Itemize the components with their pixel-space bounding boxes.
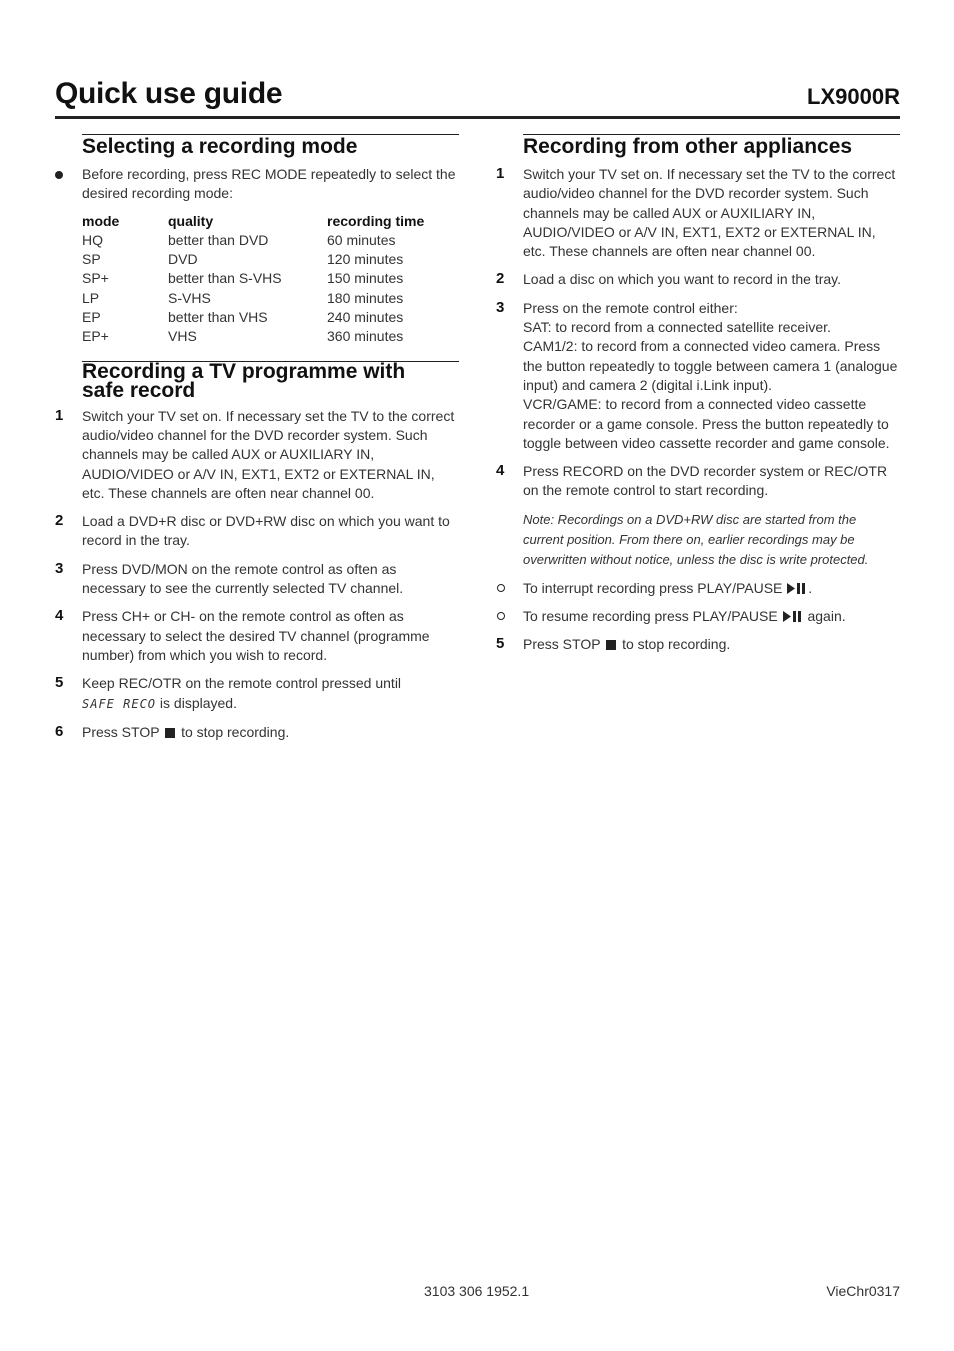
document-reference: VieChr0317 — [826, 1283, 900, 1299]
table-row — [82, 308, 457, 327]
right-column — [496, 134, 900, 655]
table-row — [82, 231, 457, 250]
step-number: 2 — [55, 512, 64, 530]
step-item: 6 Press STOP to stop recording. — [55, 722, 290, 740]
step-item: 3 Press on the remote control either: SAT: to record from a connected satellite receiver. CAM1/2: to record from a connected video camera. Press the button repeatedly to toggle between camera 1 (analogue input) and camera 2 (digital i.Link input). VCR/GAME: to record from a connected video cassette recorder or a game console. Press the button repeatedly to toggle between video cassette recorder and game console. — [496, 298, 898, 451]
play-pause-icon — [783, 611, 803, 622]
sub-bullet-item: To interrupt recording press PLAY/PAUSE . — [496, 579, 900, 598]
step-number: 4 — [55, 607, 64, 625]
stop-icon — [606, 640, 616, 650]
step-item: 2 Load a disc on which you want to record in the tray. — [496, 270, 842, 288]
step-item: 1 Switch your TV set on. If necessary set the TV to the correct audio/video channel for the DVD recorder system. Such channels may be called AUX or AUXILIARY IN, AUDIO/VIDEO or A/V IN, EXT1, EXT2 or EXTERNAL IN, etc. These channels are often near channel 00. — [55, 406, 455, 501]
table-cell: 360 minutes — [327, 328, 404, 345]
step-item: 5 Keep REC/OTR on the remote control pressed until SAFE RECO is displayed. — [55, 674, 402, 711]
table-cell: SP — [82, 251, 101, 268]
note-text: Note: Recordings on a DVD+RW disc are started from the current position. From there on, earlier recordings may be overwritten without notice, unless the disc is write protected. — [523, 511, 869, 567]
step-number: 1 — [496, 165, 505, 182]
table-cell: S-VHS — [168, 289, 211, 306]
step-item: 5 Press STOP to stop recording. — [496, 635, 731, 653]
step-item: 4 Press RECORD on the DVD recorder system or REC/OTR on the remote control to start recording. — [496, 462, 888, 499]
table-header-row — [82, 212, 457, 231]
step-number: 1 — [55, 406, 64, 424]
bullet-icon — [55, 171, 63, 179]
recording-mode-table — [82, 212, 457, 347]
table-cell: DVD — [168, 251, 198, 268]
step-number: 5 — [55, 674, 64, 692]
page-title: Quick use guide — [55, 77, 283, 110]
sub-bullet-item: To resume recording press PLAY/PAUSE again. — [496, 607, 900, 626]
document-code: 3103 306 1952.1 — [424, 1283, 530, 1299]
table-cell: 120 minutes — [327, 251, 404, 268]
stop-icon — [165, 728, 175, 738]
section-title-safe-record: Recording a TV programme with safe record — [82, 361, 459, 407]
table-row — [82, 289, 457, 308]
table-cell: 180 minutes — [327, 289, 404, 306]
display-text: SAFE RECO — [82, 696, 157, 711]
section-title-other-appliances: Recording from other appliances — [523, 134, 900, 165]
table-cell: better than DVD — [168, 231, 269, 248]
play-pause-icon — [787, 583, 807, 594]
table-cell: better than VHS — [168, 309, 268, 326]
step-item: 1 Switch your TV set on. If necessary set the TV to the correct audio/video channel for the DVD recorder system. Such channels may be called AUX or AUXILIARY IN, AUDIO/VIDEO or A/V IN, EXT1, EXT2 or EXTERNAL IN, etc. These channels are often near channel 00. — [496, 165, 896, 260]
table-cell: LP — [82, 289, 100, 306]
step-item: 3 Press DVD/MON on the remote control as often as necessary to see the currently selected TV channel. — [55, 559, 404, 597]
section-title-recording-mode: Selecting a recording mode — [82, 134, 459, 165]
step-item: 2 Load a DVD+R disc or DVD+RW disc on which you want to record in the tray. — [55, 512, 450, 549]
column-header: quality — [168, 212, 214, 229]
left-column — [55, 134, 459, 742]
bullet-item: Before recording, press REC MODE repeatedly to select the desired recording mode: — [55, 165, 459, 204]
table-cell: 240 minutes — [327, 309, 404, 326]
step-number: 3 — [496, 298, 505, 316]
page-header — [55, 76, 900, 119]
table-row — [82, 327, 457, 346]
step-number: 6 — [55, 722, 64, 740]
table-cell: SP+ — [82, 270, 109, 287]
step-number: 2 — [496, 270, 505, 288]
table-row — [82, 269, 457, 288]
table-cell: EP — [82, 309, 101, 326]
model-number: LX9000R — [807, 84, 900, 109]
ring-bullet-icon — [497, 584, 505, 592]
table-cell: VHS — [168, 328, 197, 345]
table-cell: better than S-VHS — [168, 270, 282, 287]
ring-bullet-icon — [497, 612, 505, 620]
step-item: 4 Press CH+ or CH- on the remote control as often as necessary to select the desired TV channel (programme number) from which you wish to record. — [55, 607, 430, 663]
table-cell: HQ — [82, 231, 103, 248]
table-cell: 150 minutes — [327, 270, 404, 287]
table-row — [82, 250, 457, 269]
step-number: 5 — [496, 635, 505, 653]
step-number: 4 — [496, 462, 505, 480]
column-header: mode — [82, 212, 120, 229]
table-cell: 60 minutes — [327, 231, 396, 248]
column-header: recording time — [327, 212, 425, 229]
table-cell: EP+ — [82, 328, 109, 345]
step-number: 3 — [55, 559, 64, 577]
